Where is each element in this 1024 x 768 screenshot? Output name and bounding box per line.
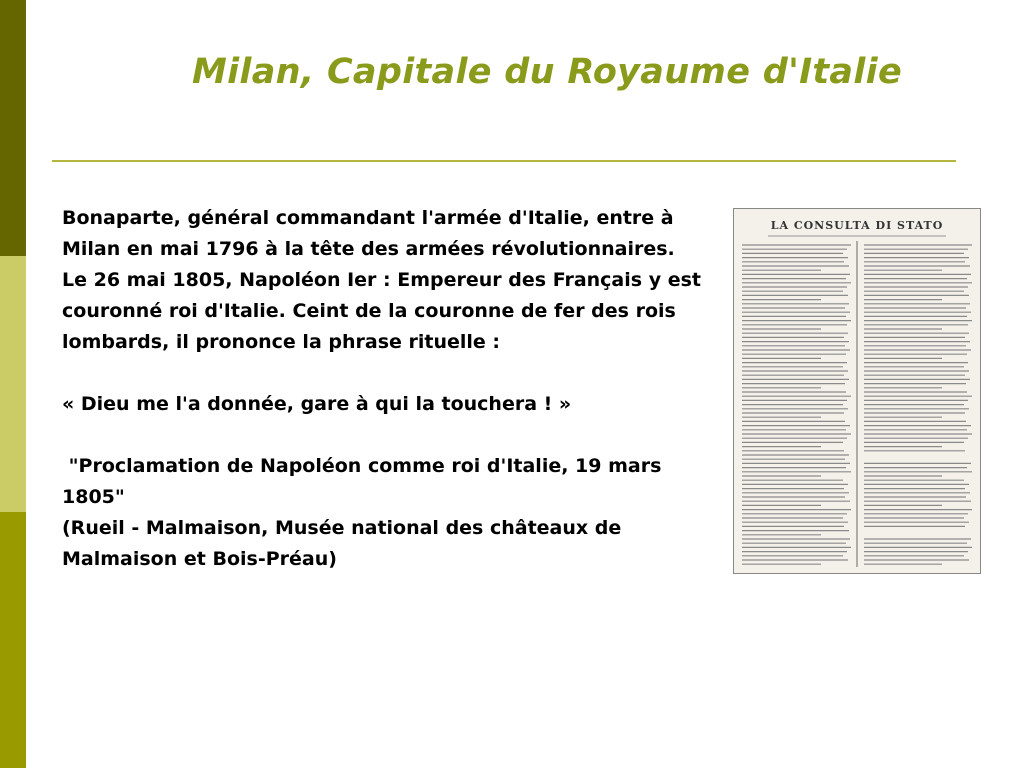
paragraph-coronation: Le 26 mai 1805, Napoléon Ier : Empereur des Français y est couronné roi d'Italie. Ceint de la couronne de fer des rois lombards, il prononce la phrase rituelle : [62,269,701,353]
proclamation-document-drawing [734,209,980,573]
caption-title: "Proclamation de Napoléon comme roi d'Italie, 19 mars 1805" [62,455,669,508]
proclamation-document-image [733,208,981,574]
spacer [62,358,722,389]
title-divider [52,160,956,162]
slide-title: Milan, Capitale du Royaume d'Italie [192,52,902,92]
spacer [62,420,722,451]
document-heading: LA CONSULTA DI STATO [770,219,944,232]
left-bar-bottom [0,512,26,768]
paragraph-entry-milan: Bonaparte, général commandant l'armée d'Italie, entre à Milan en mai 1796 à la tête des armées révolutionnaires. [62,207,675,260]
quote: « Dieu me l'a donnée, gare à qui la touchera ! » [62,393,572,415]
left-bar-top [0,0,26,256]
caption-source: (Rueil - Malmaison, Musée national des châteaux de Malmaison et Bois-Préau) [62,517,622,570]
left-bar-middle [0,256,26,512]
body-text [62,203,722,575]
